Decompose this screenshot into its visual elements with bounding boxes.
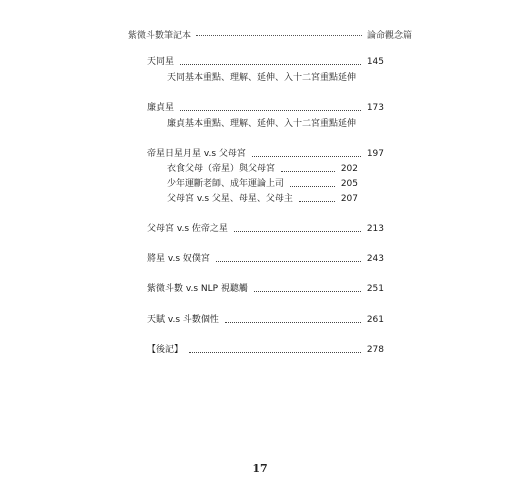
toc-entry-afterword[interactable] — [147, 344, 384, 356]
toc-entry-title: 紫微斗數 v.s NLP 視聽觸 — [147, 284, 248, 294]
toc-entry-page: 243 — [366, 254, 384, 264]
toc-entry-page: 261 — [366, 315, 384, 325]
book-title: 紫微斗數筆記本 — [128, 30, 192, 41]
section-title: 論命觀念篇 — [366, 30, 412, 41]
toc-entry-page: 251 — [366, 284, 384, 294]
toc-subentry[interactable] — [167, 178, 358, 190]
toc-subentry[interactable] — [167, 163, 358, 175]
toc-entry-title: 廉貞星 — [147, 103, 175, 113]
dot-leader — [252, 156, 361, 157]
toc-entry-description: 天同基本重點、理解、延伸、入十二宮重點延伸 — [167, 73, 357, 83]
toc-entry-title: 帝星日星月星 v.s 父母宮 — [147, 149, 246, 159]
toc-entry-emperor-stars[interactable] — [147, 148, 384, 160]
toc-entry-title: 天賦 v.s 斗數個性 — [147, 315, 219, 325]
toc-subentry[interactable] — [167, 193, 358, 205]
toc-entry-page: 213 — [366, 224, 384, 234]
dot-leader — [299, 201, 335, 202]
toc-entry-description: 廉貞基本重點、理解、延伸、入十二宮重點延伸 — [167, 119, 357, 129]
toc-entry-title: 【後記】 — [147, 345, 184, 355]
dot-leader — [216, 261, 361, 262]
dot-leader — [234, 231, 361, 232]
header-dot-leader — [196, 35, 362, 36]
running-header — [128, 27, 412, 41]
toc-entry-general-star[interactable] — [147, 253, 384, 265]
toc-entry-talent[interactable] — [147, 314, 384, 326]
page-number: 17 — [252, 462, 268, 475]
dot-leader — [189, 352, 361, 353]
dot-leader — [290, 186, 335, 187]
toc-entry-page: 173 — [366, 103, 384, 113]
toc-subentry-title: 少年運斷老師、成年運論上司 — [167, 179, 285, 189]
dot-leader — [254, 291, 361, 292]
toc-entry-title: 天同星 — [147, 57, 175, 67]
toc-entry-nlp[interactable] — [147, 283, 384, 295]
toc-entry-page: 197 — [366, 149, 384, 159]
dot-leader — [180, 64, 361, 65]
toc-entry-title: 父母宮 v.s 佐帝之星 — [147, 224, 228, 234]
toc-entry-page: 278 — [366, 345, 384, 355]
toc-subentry-page: 207 — [340, 194, 358, 204]
toc-subentry-title: 父母宮 v.s 父星、母星、父母主 — [167, 194, 293, 204]
toc-entry-parents-palace[interactable] — [147, 223, 384, 235]
dot-leader — [281, 171, 335, 172]
toc-entry-page: 145 — [366, 57, 384, 67]
dot-leader — [225, 322, 361, 323]
toc-entry-lianzhen[interactable] — [147, 102, 384, 114]
toc-subentry-page: 205 — [340, 179, 358, 189]
toc-entry-tiantong[interactable] — [147, 56, 384, 68]
dot-leader — [180, 110, 361, 111]
toc-subentry-page: 202 — [340, 164, 358, 174]
toc-entry-title: 將星 v.s 奴僕宮 — [147, 254, 210, 264]
toc-subentry-title: 衣食父母（帝星）與父母宮 — [167, 164, 276, 174]
